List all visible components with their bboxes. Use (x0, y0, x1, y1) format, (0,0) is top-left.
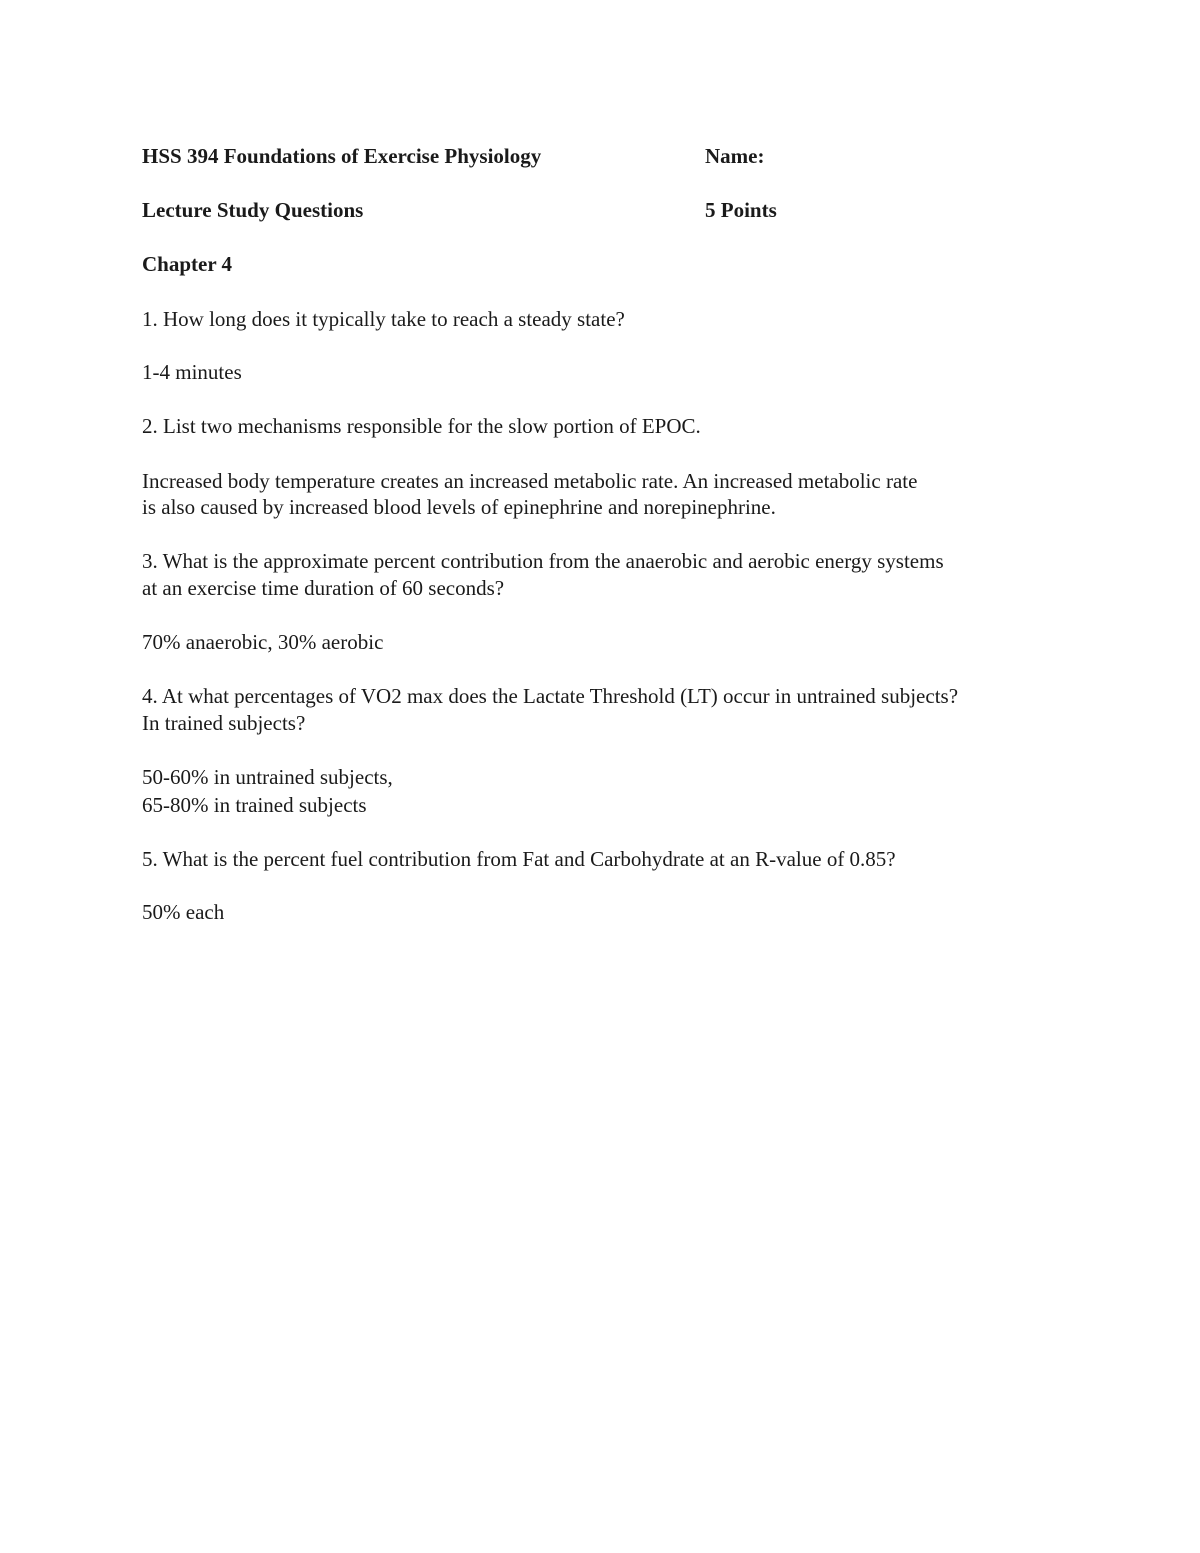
answer-1-text: 1-4 minutes (142, 360, 242, 384)
question-2-text: 2. List two mechanisms responsible for the slow portion of EPOC. (142, 414, 701, 438)
question-4-line-1: 4. At what percentages of VO2 max does the Lactate Threshold (LT) occur in untrained subjects? (142, 684, 959, 708)
question-5-text: 5. What is the percent fuel contribution from Fat and Carbohydrate at an R-value of 0.85? (142, 847, 896, 871)
answer-2-line-1: Increased body temperature creates an increased metabolic rate. An increased metabolic rate (142, 469, 918, 493)
name-label: Name: (705, 144, 765, 168)
answer-4-line-1: 50-60% in untrained subjects, (142, 765, 393, 789)
points-label: 5 Points (705, 198, 777, 222)
question-4-line-2: In trained subjects? (142, 711, 306, 735)
course-title: HSS 394 Foundations of Exercise Physiology (142, 144, 542, 168)
answer-2-line-2: is also caused by increased blood levels of epinephrine and norepinephrine. (142, 495, 776, 519)
question-3-line-1: 3. What is the approximate percent contribution from the anaerobic and aerobic energy systems (142, 549, 944, 573)
answer-3-text: 70% anaerobic, 30% aerobic (142, 630, 384, 654)
answer-5-text: 50% each (142, 900, 225, 924)
answer-4-line-2: 65-80% in trained subjects (142, 793, 367, 817)
chapter-heading: Chapter 4 (142, 252, 233, 276)
question-1-text: 1. How long does it typically take to reach a steady state? (142, 307, 625, 331)
document-subtitle: Lecture Study Questions (142, 198, 364, 222)
question-3-line-2: at an exercise time duration of 60 seconds? (142, 576, 505, 600)
